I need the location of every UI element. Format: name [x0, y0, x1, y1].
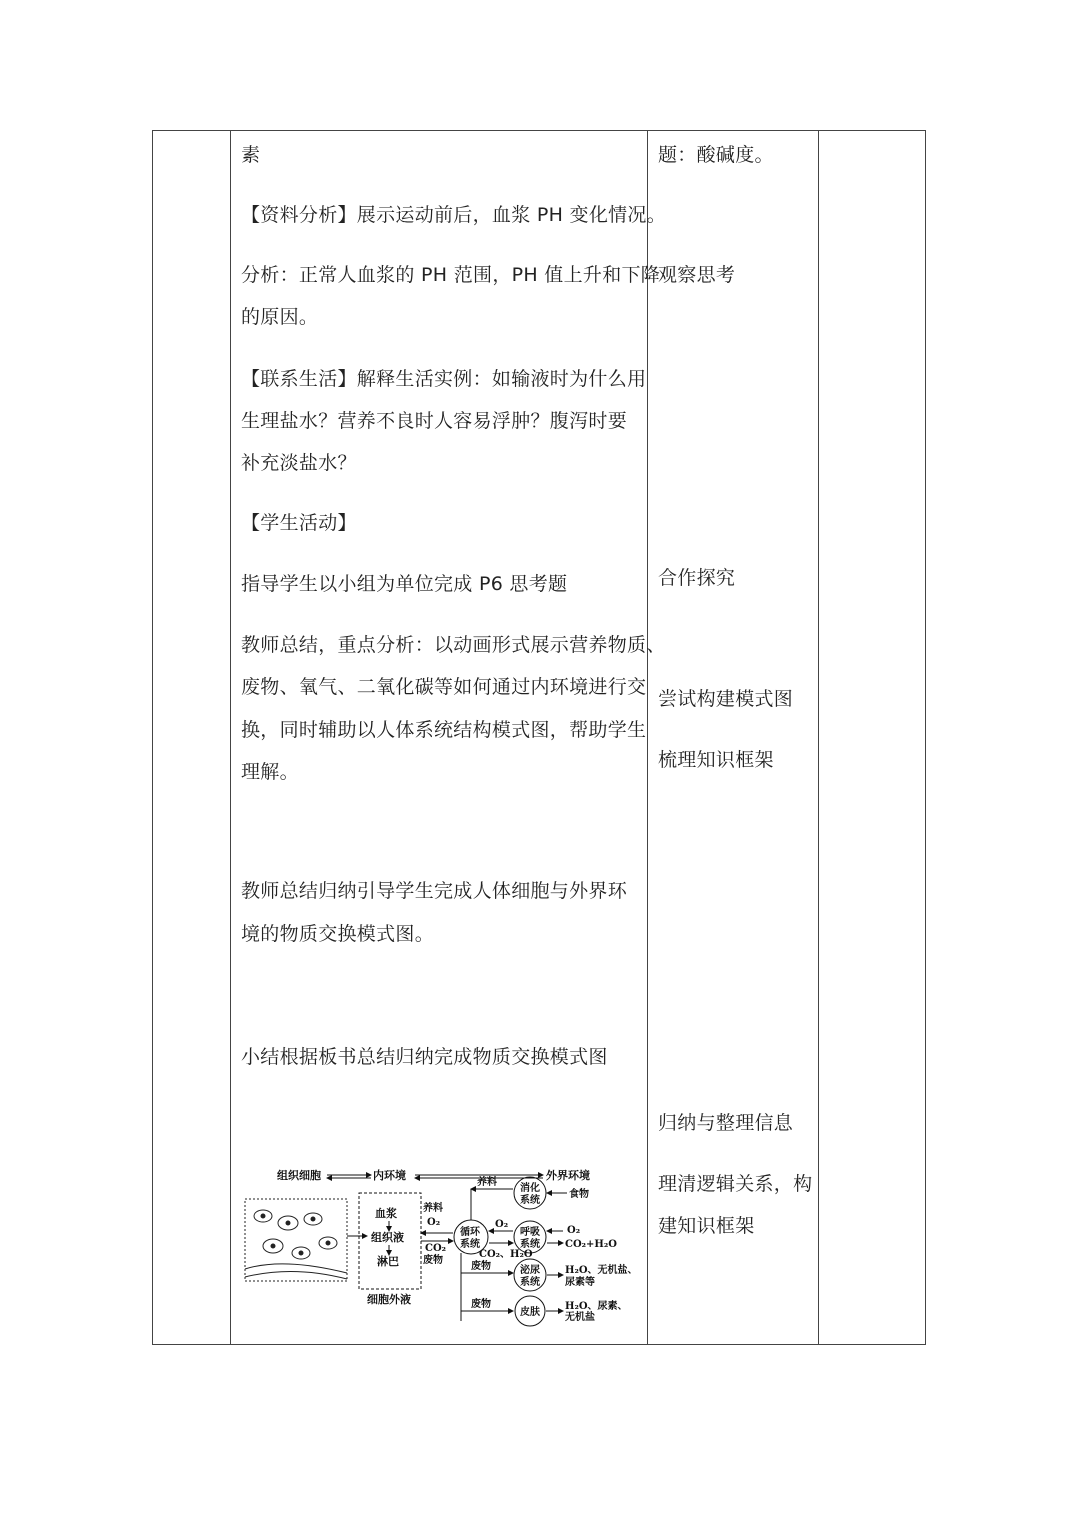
label-urinary: 系统: [520, 1277, 540, 1288]
student-activity-line: 题：酸碱度。: [658, 144, 774, 166]
label-skin-out: 无机盐: [565, 1312, 595, 1323]
label-circulatory: 系统: [460, 1239, 480, 1250]
teaching-text-line: 的原因。: [241, 306, 319, 328]
student-activity-line: 建知识框架: [658, 1215, 755, 1237]
label-tissue-fluid: 组织液: [371, 1231, 404, 1244]
lesson-table: [152, 130, 926, 1345]
label-o2-out: O₂: [567, 1225, 581, 1236]
tissue-cell-illustration: [245, 1199, 347, 1281]
label-skin: 皮肤: [520, 1307, 540, 1318]
teaching-text-line: 生理盐水？营养不良时人容易浮肿？腹泻时要: [241, 410, 628, 432]
teaching-text-line: 理解。: [241, 761, 299, 783]
student-activity-line: 尝试构建模式图: [658, 688, 794, 710]
label-urinary-out: 尿素等: [565, 1277, 595, 1288]
teaching-text-line: 分析：正常人血浆的 PH 范围，PH 值上升和下降: [241, 264, 661, 286]
label-internal-environment: 内环境: [373, 1169, 406, 1182]
teaching-text-line: 【资料分析】展示运动前后，血浆 PH 变化情况。: [241, 204, 667, 226]
teaching-text-line: 补充淡盐水？: [241, 452, 357, 474]
label-respiratory: 系统: [520, 1239, 540, 1250]
student-activity-line: 归纳与整理信息: [658, 1112, 794, 1134]
column-divider: [818, 131, 819, 1344]
label-waste-2: 废物: [471, 1261, 491, 1272]
label-co2-h2o-out: CO₂+H₂O: [565, 1239, 617, 1250]
label-o2-2: O₂: [495, 1219, 509, 1230]
label-urinary: 泌尿: [520, 1265, 540, 1276]
label-tissue-cells: 组织细胞: [277, 1169, 321, 1182]
student-activity-line: 合作探究: [658, 567, 736, 589]
label-co2-h2o-mid: CO₂、H₂O: [479, 1249, 533, 1260]
teaching-text-line: 教师总结归纳引导学生完成人体细胞与外界环: [241, 880, 628, 902]
label-skin-out: H₂O、尿素、: [565, 1301, 628, 1312]
teaching-text-line: 换，同时辅助以人体系统结构模式图，帮助学生: [241, 719, 647, 741]
label-extracellular-fluid: 细胞外液: [367, 1293, 411, 1306]
label-nutrients-2: 养料: [477, 1177, 497, 1188]
label-digestive: 系统: [520, 1195, 540, 1206]
teaching-text-line: 境的物质交换模式图。: [241, 923, 435, 945]
teaching-text-line: 素: [241, 144, 261, 166]
label-food: 食物: [569, 1189, 589, 1200]
label-external-environment: 外界环境: [546, 1169, 590, 1182]
label-urinary-out: H₂O、无机盐、: [565, 1265, 638, 1276]
teaching-text-line: 【学生活动】: [241, 512, 357, 534]
label-waste-3: 废物: [471, 1299, 491, 1310]
label-o2: O₂: [427, 1217, 441, 1228]
material-exchange-diagram: [243, 1161, 638, 1323]
label-respiratory: 呼吸: [520, 1227, 540, 1238]
student-activity-line: 理清逻辑关系，构: [658, 1173, 813, 1195]
teaching-text-line: 小结根据板书总结归纳完成物质交换模式图: [241, 1046, 608, 1068]
student-activity-line: 梳理知识框架: [658, 749, 774, 771]
teaching-text-line: 教师总结，重点分析：以动画形式展示营养物质、: [241, 634, 666, 656]
student-activity-line: 观察思考: [658, 264, 736, 286]
column-divider: [647, 131, 648, 1344]
label-lymph: 淋巴: [377, 1255, 399, 1268]
label-plasma: 血浆: [375, 1207, 397, 1220]
teaching-text-line: 【联系生活】解释生活实例：如输液时为什么用: [241, 368, 647, 390]
column-divider: [230, 131, 231, 1344]
label-digestive: 消化: [520, 1183, 540, 1194]
label-nutrients: 养料: [423, 1203, 443, 1214]
label-circulatory: 循环: [460, 1227, 480, 1238]
teaching-text-line: 指导学生以小组为单位完成 P6 思考题: [241, 573, 568, 595]
teaching-text-line: 废物、氧气、二氧化碳等如何通过内环境进行交: [241, 676, 647, 698]
label-waste: 废物: [423, 1255, 443, 1266]
label-co2: CO₂: [425, 1243, 447, 1254]
